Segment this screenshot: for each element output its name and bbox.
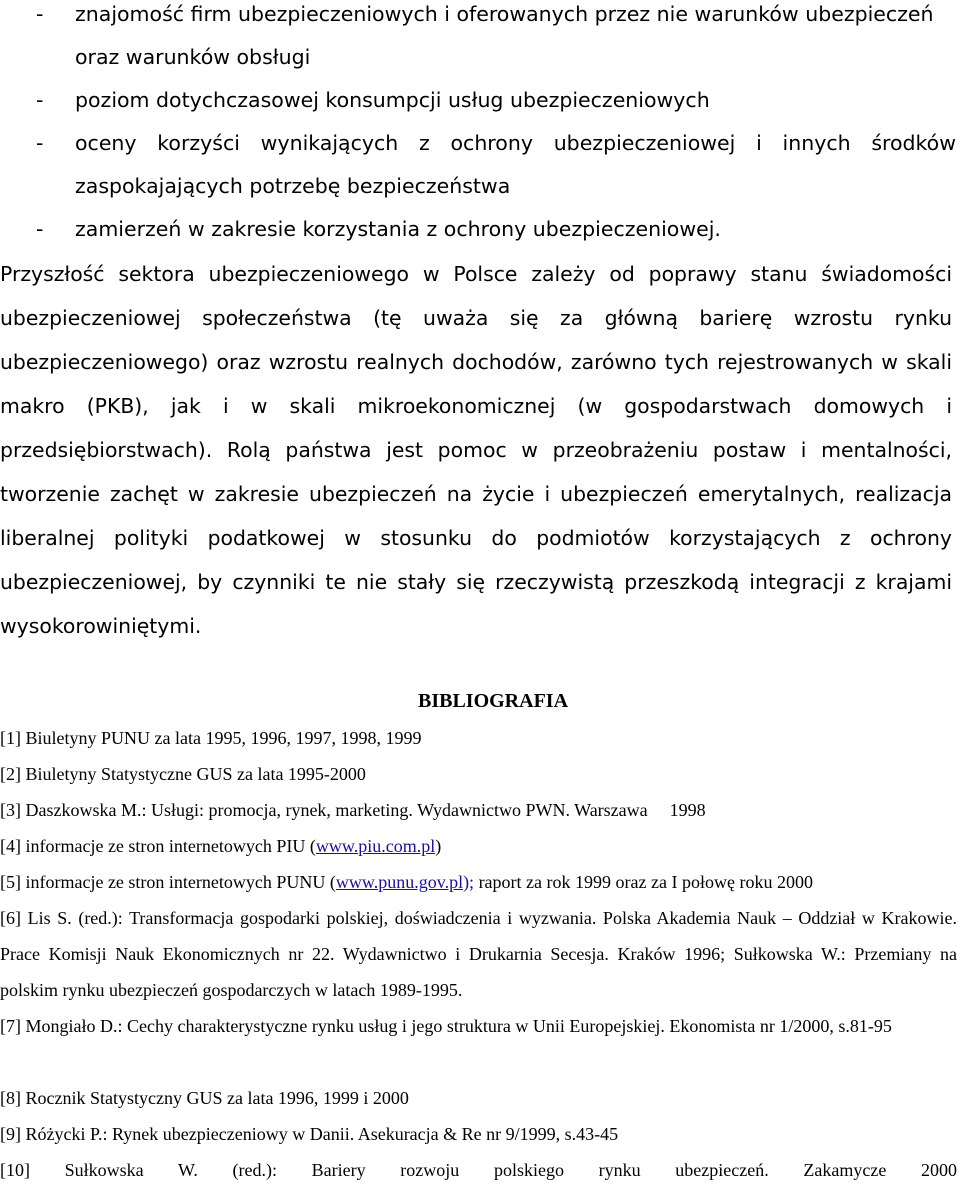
bibliography-entry-text: raport za rok 1999 oraz za I połowę roku 2000 <box>474 872 813 892</box>
punu-website-link[interactable]: www.punu.gov.pl); <box>335 872 475 892</box>
list-item-line: znajomość firm ubezpieczeniowych i oferowanych przez nie warunków ubezpieczeń <box>75 2 934 26</box>
list-item-line: oceny korzyści wynikających z ochrony ubezpieczeniowej i innych środków <box>75 131 956 155</box>
bibliography-entry: [10] Sułkowska W. (red.): Bariery rozwoju polskiego rynku ubezpieczeń. Zakamycze 2000 <box>0 1160 957 1180</box>
bibliography-entry: [1] Biuletyny PUNU za lata 1995, 1996, 1997, 1998, 1999 <box>0 728 422 748</box>
bibliography-entry <box>0 828 957 864</box>
list-dash: - <box>36 88 44 112</box>
bibliography-entry <box>0 864 957 900</box>
bibliography-entry-text: [5] informacje ze stron internetowych PUNU ( <box>0 872 336 892</box>
list-item-line: oraz warunków obsługi <box>75 45 311 69</box>
bibliography-entry <box>0 792 957 828</box>
bibliography-entry: [6] Lis S. (red.): Transformacja gospodarki polskiej, doświadczenia i wyzwania. Polska Akademia Nauk – Oddział w Krakowie. Prace Komisji Nauk Ekonomicznych nr 22. Wydawnictwo i Drukarnia Secesja. Kraków 1996; Sułkowska W.: Przemiany na polskim rynku ubezpieczeń gospodarczych w latach 1989-1995. <box>0 908 957 1000</box>
list-item-line: zaspokajających potrzebę bezpieczeństwa <box>75 174 511 198</box>
list-dash: - <box>36 131 44 155</box>
bibliography-entry: [7] Mongiało D.: Cechy charakterystyczne rynku usług i jego struktura w Unii Europejskiej. Ekonomista nr 1/2000, s.81-95 <box>0 1016 892 1036</box>
list-item-line: zamierzeń w zakresie korzystania z ochrony ubezpieczeniowej. <box>75 217 721 241</box>
list-dash: - <box>36 217 44 241</box>
bibliography-entry-text: [3] Daszkowska M.: Usługi: promocja, rynek, marketing. Wydawnictwo PWN. Warszawa <box>0 800 648 820</box>
bibliography-entry: [8] Rocznik Statystyczny GUS za lata 1996, 1999 i 2000 <box>0 1088 409 1108</box>
bibliography-entry: [9] Różycki P.: Rynek ubezpieczeniowy w Danii. Asekuracja & Re nr 9/1999, s.43-45 <box>0 1124 619 1144</box>
bibliography-entry-text: ) <box>435 836 442 856</box>
bibliography-entry: [2] Biuletyny Statystyczne GUS za lata 1995-2000 <box>0 764 366 784</box>
list-item-line: poziom dotychczasowej konsumpcji usług ubezpieczeniowych <box>75 88 710 112</box>
piu-website-link[interactable]: www.piu.com.pl <box>315 836 436 856</box>
bibliography-title: BIBLIOGRAFIA <box>417 690 569 712</box>
bibliography-entry-text: [4] informacje ze stron internetowych PIU ( <box>0 836 316 856</box>
list-dash: - <box>36 2 44 26</box>
bibliography-entry-year: 1998 <box>669 800 706 820</box>
body-paragraph: Przyszłość sektora ubezpieczeniowego w Polsce zależy od poprawy stanu świadomości ubezpieczeniowej społeczeństwa (tę uważa się za główną barierę wzrostu rynku ubezpieczeniowego) oraz wzrostu realnych dochodów, zarówno tych rejestrowanych w skali makro (PKB), jak i w skali mikroekonomicznej (w gospodarstwach domowych i przedsiębiorstwach). Rolą państwa jest pomoc w przeobrażeniu postaw i mentalności, tworzenie zachęt w zakresie ubezpieczeń na życie i ubezpieczeń emerytalnych, realizacja liberalnej polityki podatkowej w stosunku do podmiotów korzystających z ochrony ubezpieczeniowej, by czynniki te nie stały się rzeczywistą przeszkodą integracji z krajami wysokorowiniętymi. <box>0 262 952 638</box>
